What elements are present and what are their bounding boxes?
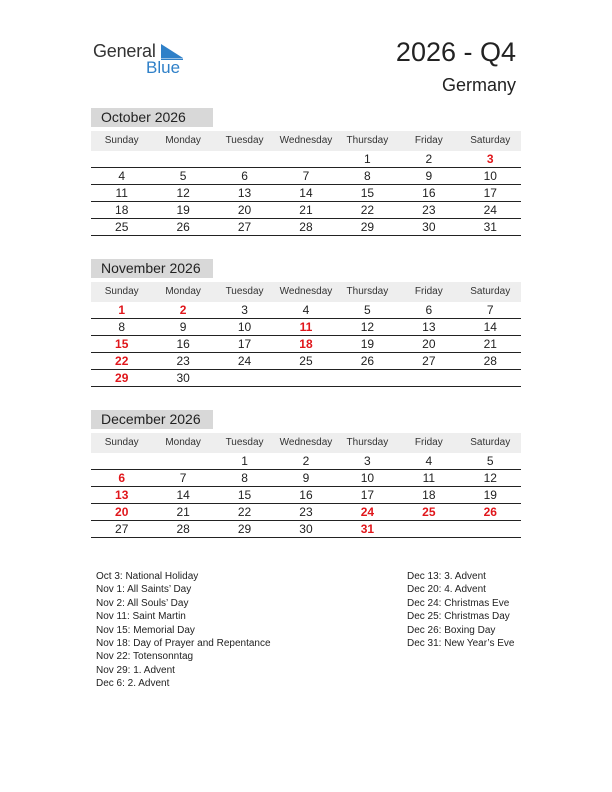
month-calendar-october [91,108,521,236]
weekday-header: Saturday [470,437,511,448]
week-row [91,470,521,487]
day-cell: 31 [483,220,497,234]
day-cell: 17 [360,488,375,502]
brand-name-bottom: Blue [146,58,181,77]
day-cell: 17 [483,186,497,200]
day-cell: 12 [360,320,375,334]
day-cell: 21 [299,203,313,217]
holiday-day-cell: 20 [115,505,129,519]
weekday-header-row [91,433,521,453]
day-cell: 23 [299,505,313,519]
day-cell [398,370,459,386]
day-cell [460,521,521,537]
day-cell: 10 [360,471,375,485]
day-cell: 27 [237,220,252,234]
month-calendar-november [91,259,521,387]
holiday-note: Nov 1: All Saints’ Day [96,584,192,596]
day-cell: 16 [176,337,190,351]
week-row [91,370,521,387]
day-cell: 8 [118,320,126,334]
day-cell: 10 [237,320,252,334]
day-cell: 17 [237,337,252,351]
weekday-header: Wednesday [279,437,333,448]
day-cell: 6 [241,169,248,183]
holiday-note: Dec 25: Christmas Day [407,611,510,623]
weekday-header: Monday [165,286,201,297]
day-cell: 23 [176,354,190,368]
day-cell [460,370,521,386]
page-title: 2026 - Q4 [395,37,516,67]
day-cell: 16 [299,488,313,502]
day-cell: 1 [364,152,371,166]
weekday-header: Monday [165,437,201,448]
day-cell: 11 [115,186,128,200]
day-cell: 16 [422,186,436,200]
weekday-header: Saturday [470,135,511,146]
day-cell: 26 [176,220,190,234]
week-row [91,521,521,538]
day-cell: 21 [483,337,497,351]
holiday-day-cell: 18 [299,337,313,351]
holiday-day-cell: 25 [422,505,436,519]
day-cell: 29 [237,522,252,536]
week-row [91,202,521,219]
day-cell: 24 [483,203,497,217]
day-cell: 19 [360,337,375,351]
holiday-day-cell: 31 [360,522,375,536]
day-cell: 18 [422,488,436,502]
week-row [91,353,521,370]
day-cell: 13 [237,186,252,200]
holiday-day-cell: 26 [483,505,497,519]
day-cell: 11 [422,471,436,485]
day-cell: 20 [237,203,252,217]
weekday-header: Wednesday [279,135,333,146]
day-cell: 4 [118,169,126,183]
day-cell [91,453,152,469]
week-row [91,302,521,319]
day-cell [91,151,152,167]
weekday-header: Sunday [104,286,139,297]
day-cell: 28 [299,220,313,234]
day-cell: 20 [422,337,436,351]
day-cell: 23 [422,203,436,217]
day-cell: 27 [422,354,436,368]
day-cell: 29 [360,220,375,234]
day-cell: 22 [237,505,252,519]
day-cell: 9 [179,320,187,334]
day-cell: 8 [241,471,248,485]
day-cell: 7 [486,303,494,317]
day-cell: 14 [299,186,313,200]
brand-logo [93,40,203,80]
holiday-note: Nov 2: All Souls’ Day [96,597,189,609]
holiday-day-cell: 29 [115,371,129,385]
month-label: November 2026 [91,259,213,278]
day-cell: 5 [486,454,494,468]
week-row [91,168,521,185]
day-cell: 28 [176,522,190,536]
day-cell [275,370,336,386]
holiday-day-cell: 6 [118,471,126,485]
day-cell: 12 [176,186,190,200]
month-label: December 2026 [91,410,213,429]
day-cell [275,151,336,167]
day-cell: 2 [302,454,310,468]
day-cell: 8 [364,169,371,183]
day-cell: 15 [360,186,375,200]
holiday-note: Oct 3: National Holiday [96,571,199,582]
week-row [91,504,521,521]
week-row [91,151,521,168]
holiday-note: Dec 13: 3. Advent [407,571,486,582]
weekday-header: Sunday [104,437,139,448]
day-cell: 3 [364,454,371,468]
day-cell: 14 [483,320,497,334]
holiday-day-cell: 2 [179,303,187,317]
weeks-container [91,302,521,387]
day-cell: 25 [299,354,313,368]
week-row [91,336,521,353]
day-cell: 28 [483,354,497,368]
day-cell: 24 [237,354,252,368]
weekday-header: Tuesday [225,437,264,448]
holiday-note: Nov 22: Totensonntag [96,651,194,663]
day-cell [214,151,275,167]
weekday-header: Sunday [104,135,139,146]
day-cell [214,370,275,386]
holiday-day-cell: 15 [115,337,129,351]
holiday-note: Dec 6: 2. Advent [96,678,170,690]
holiday-day-cell: 1 [118,303,126,317]
holiday-day-cell: 11 [299,320,313,334]
holiday-note: Dec 26: Boxing Day [407,624,496,636]
week-row [91,487,521,504]
day-cell [152,151,213,167]
holiday-note: Nov 11: Saint Martin [96,611,186,623]
holiday-note: Nov 29: 1. Advent [96,664,175,676]
weekday-header: Friday [414,437,443,448]
holiday-day-cell: 24 [360,505,375,519]
day-cell: 1 [241,454,248,468]
country-name: Germany [441,75,516,95]
day-cell: 22 [360,203,375,217]
day-cell: 25 [115,220,129,234]
weekday-header-row [91,131,521,151]
weekday-header: Friday [414,135,443,146]
holiday-day-cell: 13 [115,488,129,502]
weekday-header: Saturday [470,286,511,297]
holiday-day-cell: 22 [115,354,129,368]
day-cell: 19 [483,488,497,502]
weekday-header: Thursday [346,286,389,297]
month-label: October 2026 [91,108,213,127]
day-cell: 7 [179,471,187,485]
day-cell [152,453,213,469]
day-cell: 5 [364,303,371,317]
day-cell: 9 [425,169,433,183]
weeks-container [91,151,521,236]
holiday-list-right [407,570,514,650]
day-cell: 26 [360,354,375,368]
day-cell: 12 [483,471,497,485]
weekday-header: Friday [414,286,443,297]
weekday-header: Wednesday [279,286,333,297]
weekday-header-row [91,282,521,302]
holiday-note: Nov 18: Day of Prayer and Repentance [96,638,271,650]
day-cell: 6 [425,303,433,317]
weekday-header: Tuesday [225,135,264,146]
day-cell: 18 [115,203,129,217]
day-cell: 3 [241,303,248,317]
day-cell: 4 [425,454,433,468]
weekday-header: Tuesday [225,286,264,297]
day-cell: 30 [299,522,313,536]
day-cell: 14 [176,488,190,502]
day-cell: 15 [237,488,252,502]
holiday-day-cell: 3 [486,152,494,166]
day-cell: 7 [302,169,310,183]
day-cell: 10 [483,169,497,183]
day-cell: 13 [422,320,436,334]
day-cell: 2 [425,152,433,166]
holiday-note: Dec 24: Christmas Eve [407,597,510,609]
weekday-header: Thursday [346,135,389,146]
day-cell: 30 [176,371,190,385]
day-cell: 9 [302,471,310,485]
holiday-note: Nov 15: Memorial Day [96,624,195,636]
weeks-container [91,453,521,538]
day-cell: 5 [179,169,187,183]
day-cell [398,521,459,537]
day-cell: 19 [176,203,190,217]
holiday-list-left [96,570,271,691]
weekday-header: Thursday [346,437,389,448]
day-cell: 27 [115,522,129,536]
week-row [91,319,521,336]
day-cell [337,370,398,386]
week-row [91,219,521,236]
brand-name-top: General [93,41,156,61]
month-calendar-december [91,410,521,538]
day-cell: 4 [302,303,310,317]
week-row [91,185,521,202]
day-cell: 30 [422,220,436,234]
week-row [91,453,521,470]
weekday-header: Monday [165,135,201,146]
day-cell: 21 [176,505,190,519]
holiday-note: Dec 20: 4. Advent [407,584,486,596]
holiday-note: Dec 31: New Year’s Eve [407,638,515,650]
